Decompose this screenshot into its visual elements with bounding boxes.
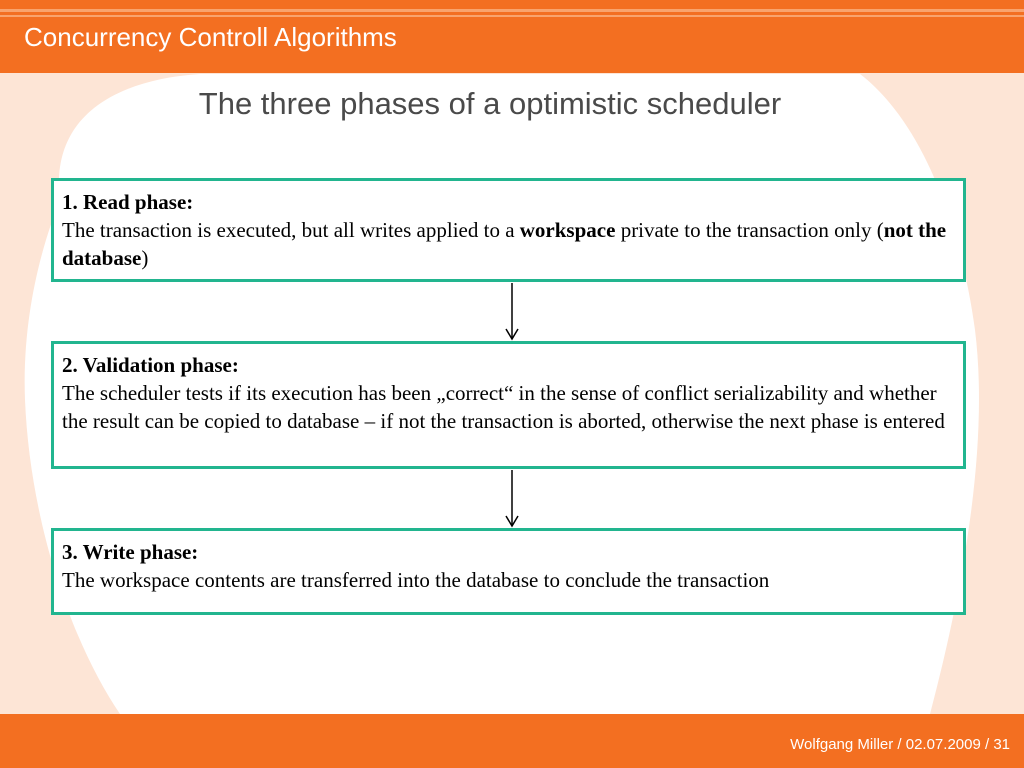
slide-title: The three phases of a optimistic scheduler xyxy=(198,86,782,121)
read-phase-text-2: private to the transaction only ( xyxy=(615,218,884,242)
arrow-validation-to-write xyxy=(506,470,518,526)
write-phase-heading: 3. Write phase: xyxy=(62,540,199,564)
read-phase-text-3: ) xyxy=(141,246,149,270)
footer-bar xyxy=(0,714,1024,768)
header-title: Concurrency Controll Algorithms xyxy=(24,22,397,52)
read-phase-text-1: The transaction is executed, but all writes applied to a xyxy=(62,218,520,242)
validation-phase-text: The scheduler tests if its execution has been „correct“ in the sense of conflict serializability and whether the result can be copied to database – if not the transaction is aborted, otherwise the next phase is entered xyxy=(62,381,945,433)
not-database-emphasis: not the database xyxy=(62,218,947,270)
footer-text: Wolfgang Miller / 02.07.2009 / 31 xyxy=(790,736,1010,753)
workspace-emphasis: workspace xyxy=(519,218,616,242)
arrow-read-to-validation xyxy=(506,283,518,339)
read-phase-heading: 1. Read phase: xyxy=(62,190,194,214)
write-phase-text: The workspace contents are transferred into the database to conclude the transaction xyxy=(62,568,770,592)
validation-phase-heading: 2. Validation phase: xyxy=(62,353,239,377)
